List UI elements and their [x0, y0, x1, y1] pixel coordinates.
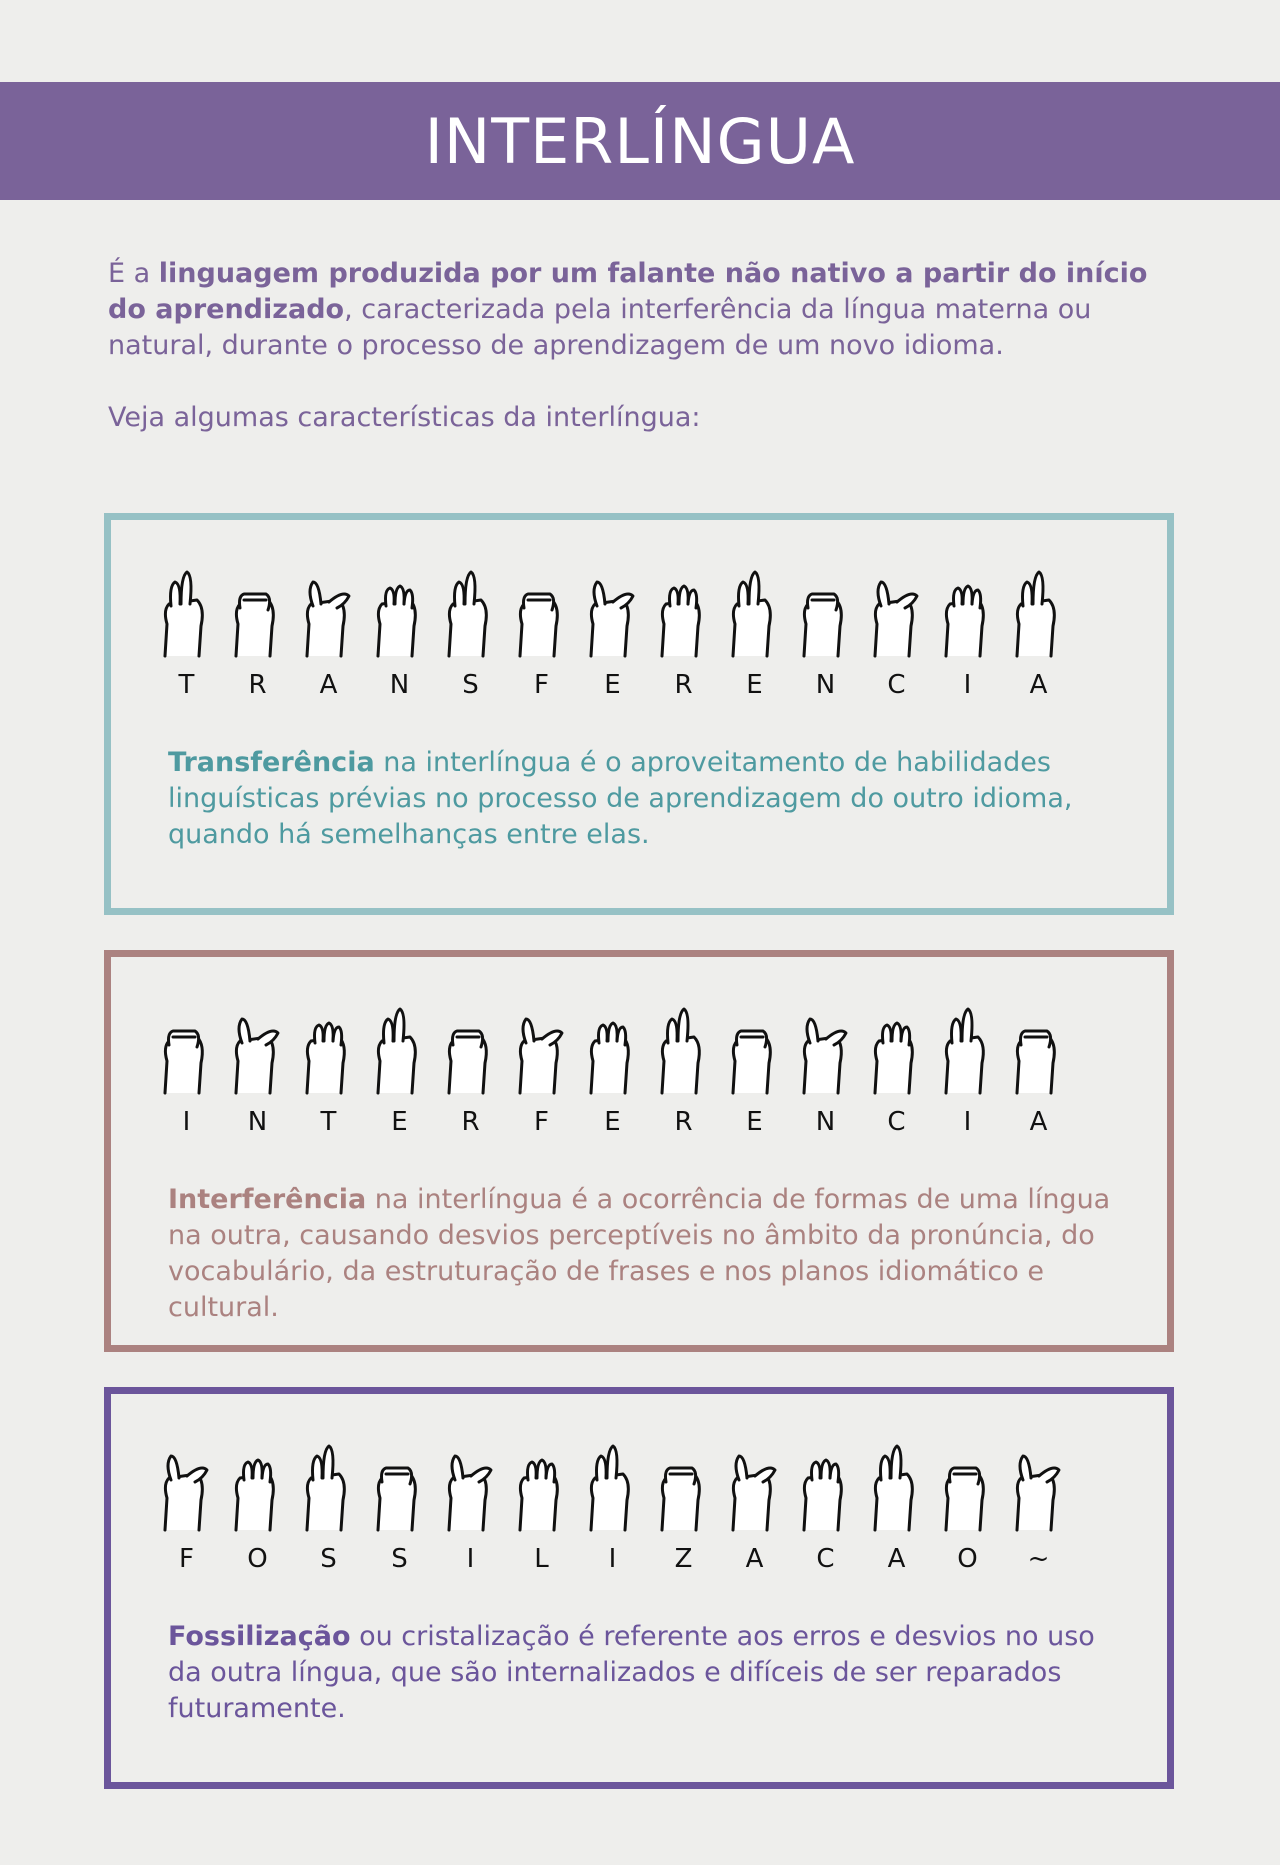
sign-letter: I: [466, 1544, 475, 1574]
sign-letter: A: [887, 1544, 906, 1574]
sign-alphabet-row: [151, 1434, 1131, 1534]
sign-letter: R: [674, 1107, 693, 1137]
sign-letter: E: [746, 1107, 763, 1137]
hand-sign-icon: [1003, 1434, 1065, 1534]
sign-letter: N: [815, 1107, 836, 1137]
sign-letter: L: [534, 1544, 549, 1574]
sign-letter: A: [1029, 670, 1048, 700]
sign-letter: A: [745, 1544, 764, 1574]
sign-letter: T: [320, 1107, 337, 1137]
sign-letter: C: [887, 1107, 906, 1137]
hand-sign-icon: [719, 1434, 781, 1534]
sign-letter: F: [179, 1544, 194, 1574]
hand-sign-icon: [364, 1434, 426, 1534]
hand-sign-icon: [364, 997, 426, 1097]
hand-sign-icon: [293, 1434, 355, 1534]
hand-sign-icon: [222, 560, 284, 660]
hand-sign-icon: [506, 1434, 568, 1534]
hand-sign-icon: [790, 1434, 852, 1534]
intro-lead: Veja algumas características da interlíngua:: [108, 402, 701, 433]
hand-sign-icon: [506, 997, 568, 1097]
card-interferencia: [104, 950, 1174, 1352]
hand-sign-icon: [293, 560, 355, 660]
hand-sign-icon: [719, 560, 781, 660]
sign-letter: A: [319, 670, 338, 700]
sign-letter: E: [604, 1107, 621, 1137]
card-fossilizacao: [104, 1387, 1174, 1789]
card-term: Transferência: [168, 747, 375, 778]
header-banner: [0, 82, 1280, 200]
hand-sign-icon: [577, 560, 639, 660]
sign-letter: I: [182, 1107, 191, 1137]
sign-letter: E: [604, 670, 621, 700]
hand-sign-icon: [861, 997, 923, 1097]
intro-bold: linguagem produzida por um falante não nativo a partir do início do aprendizado: [108, 258, 1148, 325]
card-term: Interferência: [168, 1184, 367, 1215]
hand-sign-icon: [932, 1434, 994, 1534]
hand-sign-icon: [861, 560, 923, 660]
page-title: INTERLÍNGUA: [424, 104, 856, 178]
sign-letter: S: [320, 1544, 337, 1574]
sign-letter: N: [815, 670, 836, 700]
sign-letter: E: [746, 670, 763, 700]
card-text: ou cristalização é referente aos erros e desvios no uso da outra língua, que são internalizados e difíceis de ser reparados futuramente.: [168, 1621, 1095, 1724]
hand-sign-icon: [506, 560, 568, 660]
sign-letter: I: [608, 1544, 617, 1574]
hand-sign-icon: [648, 560, 710, 660]
card-description: [168, 745, 1118, 853]
hand-sign-icon: [435, 560, 497, 660]
hand-sign-icon: [435, 997, 497, 1097]
sign-letter: N: [247, 1107, 268, 1137]
sign-letter: N: [389, 670, 410, 700]
hand-sign-icon: [293, 997, 355, 1097]
sign-letter: F: [534, 1107, 549, 1137]
sign-alphabet-row: [151, 997, 1131, 1097]
hand-sign-icon: [1003, 997, 1065, 1097]
hand-sign-icon: [151, 1434, 213, 1534]
hand-sign-icon: [861, 1434, 923, 1534]
intro-rest: , caracterizada pela interferência da língua materna ou natural, durante o processo de aprendizagem de um novo idioma.: [108, 294, 1092, 361]
hand-sign-icon: [151, 997, 213, 1097]
hand-sign-icon: [435, 1434, 497, 1534]
sign-letter: F: [534, 670, 549, 700]
hand-sign-icon: [648, 997, 710, 1097]
hand-sign-icon: [790, 997, 852, 1097]
sign-letter: Z: [674, 1544, 693, 1574]
intro-prefix: É a: [108, 258, 159, 289]
sign-letters-row: [151, 1107, 1131, 1137]
hand-sign-icon: [932, 560, 994, 660]
hand-sign-icon: [222, 1434, 284, 1534]
card-description: [168, 1182, 1118, 1326]
hand-sign-icon: [1003, 560, 1065, 660]
sign-letter: O: [247, 1544, 268, 1574]
hand-sign-icon: [222, 997, 284, 1097]
sign-letter: C: [887, 670, 906, 700]
sign-letter: I: [963, 670, 972, 700]
sign-letter: R: [248, 670, 267, 700]
sign-letter: A: [1029, 1107, 1048, 1137]
sign-letter: R: [461, 1107, 480, 1137]
hand-sign-icon: [577, 997, 639, 1097]
card-text: na interlíngua é o aproveitamento de habilidades linguísticas prévias no processo de aprendizagem do outro idioma, quando há semelhanças entre elas.: [168, 747, 1073, 850]
hand-sign-icon: [364, 560, 426, 660]
card-transferencia: [104, 513, 1174, 915]
card-description: [168, 1619, 1118, 1727]
sign-letter: I: [963, 1107, 972, 1137]
hand-sign-icon: [932, 997, 994, 1097]
sign-letter: E: [391, 1107, 408, 1137]
sign-letter: S: [462, 670, 479, 700]
hand-sign-icon: [151, 560, 213, 660]
sign-letter: T: [178, 670, 195, 700]
sign-letter: C: [816, 1544, 835, 1574]
intro-section: [108, 256, 1178, 436]
sign-letter: S: [391, 1544, 408, 1574]
sign-letter: O: [957, 1544, 978, 1574]
hand-sign-icon: [790, 560, 852, 660]
sign-letter: ~: [1027, 1544, 1050, 1574]
hand-sign-icon: [577, 1434, 639, 1534]
hand-sign-icon: [719, 997, 781, 1097]
card-term: Fossilização: [168, 1621, 351, 1652]
card-text: na interlíngua é a ocorrência de formas de uma língua na outra, causando desvios perceptíveis no âmbito da pronúncia, do vocabulário, da estruturação de frases e nos planos idiomático e cultural.: [168, 1184, 1111, 1323]
hand-sign-icon: [648, 1434, 710, 1534]
intro-paragraph: [108, 256, 1178, 364]
sign-letter: R: [674, 670, 693, 700]
sign-alphabet-row: [151, 560, 1131, 660]
sign-letters-row: [151, 1544, 1131, 1574]
sign-letters-row: [151, 670, 1131, 700]
